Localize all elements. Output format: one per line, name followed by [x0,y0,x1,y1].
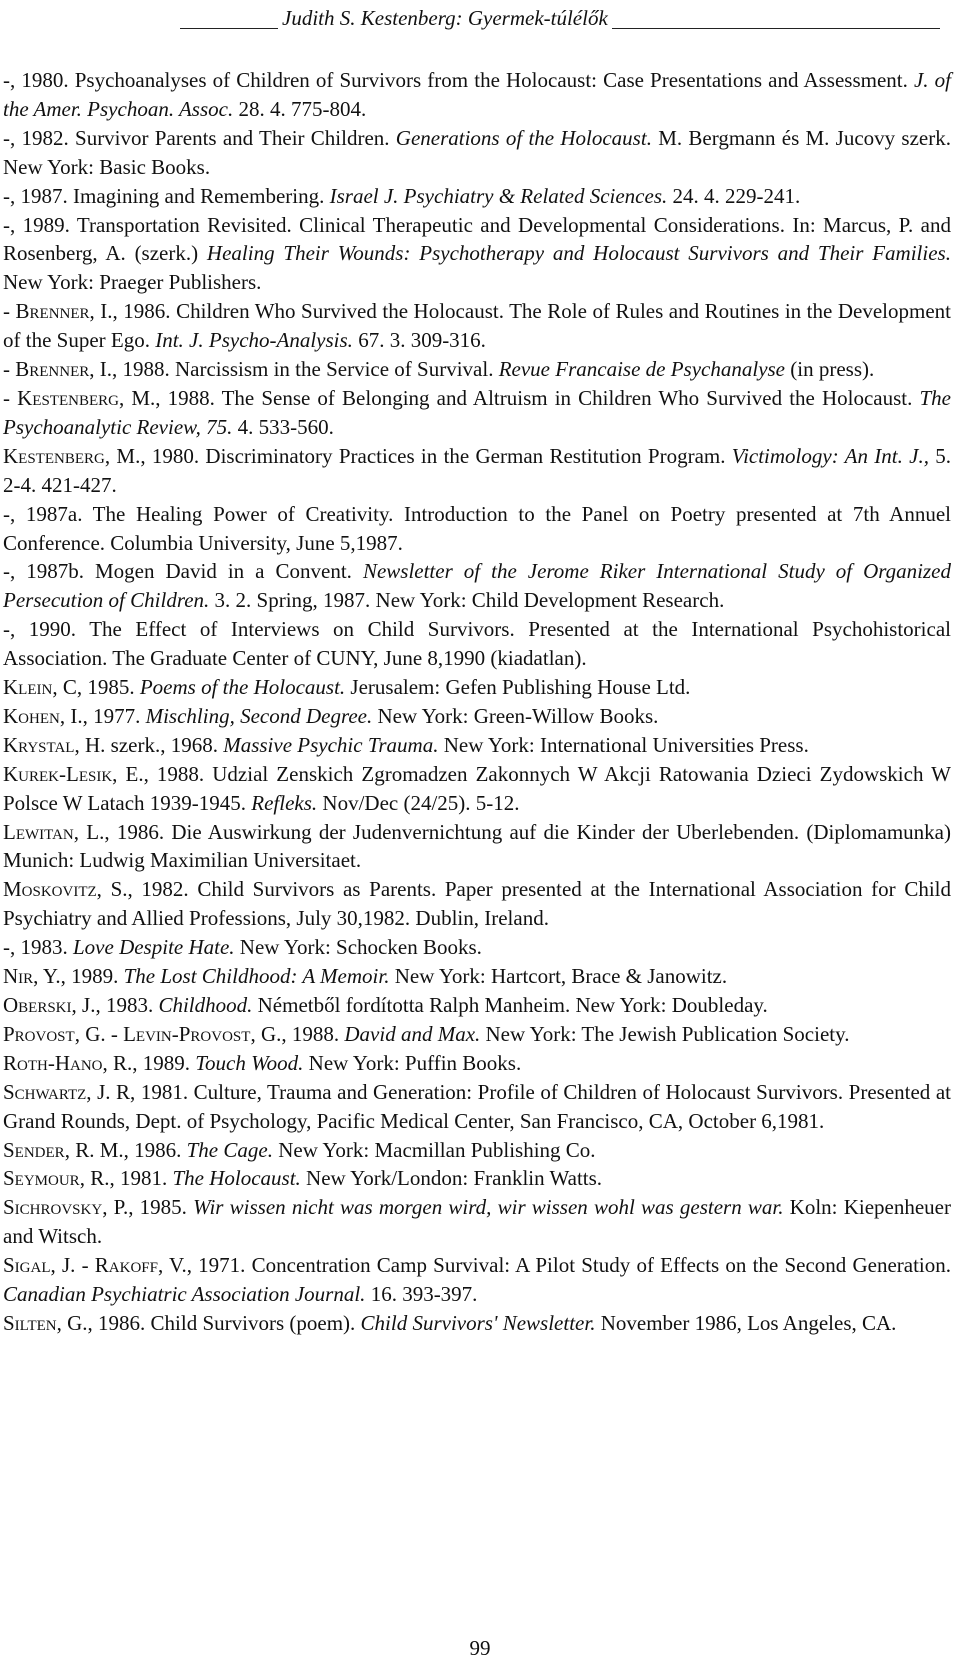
reference-text: , L., 1986. Die Auswirkung der Judenvernichtung auf die Kinder der Uberlebenden. (Diplomamunka) Munich: Ludwig Maximilian Universitaet. [3,819,951,873]
reference-text: -, 1990. The Effect of Interviews on Child Survivors. Presented at the International Psychohistorical Association. The Graduate Center of CUNY, June 8,1990 (kiadatlan). [3,617,951,671]
reference-entry [3,124,951,182]
reference-text: , M., 1980. Discriminatory Practices in the German Restitution Program. [104,443,732,468]
reference-text: New York: Macmillan Publishing Co. [272,1137,596,1162]
reference-text: , G., 1986. Child Survivors (poem). [56,1310,361,1335]
reference-text: , G. - [74,1021,124,1046]
reference-title: Victimology: An Int. J., [731,443,929,468]
reference-title: Israel J. Psychiatry & Related Sciences. [329,183,668,208]
reference-text: - [3,299,16,324]
reference-text: New York: Schocken Books. [234,935,482,960]
reference-title: Childhood. [158,993,253,1017]
reference-text: -, 1987b. Mogen David in a Convent. [3,559,363,584]
reference-text: - [3,357,16,382]
author-name: Sender [3,1137,65,1162]
reference-entry [3,66,951,124]
reference-entry [3,731,951,760]
reference-text: , I., 1977. [59,703,146,728]
reference-title: Massive Psychic Trauma. [223,732,439,757]
reference-text: , V., 1971. Concentration Camp Survival: A Pilot Study of Effects on the Second Generation. [157,1253,951,1278]
reference-title: Touch Wood. [195,1050,304,1075]
reference-title: Revue Francaise de Psychanalyse [498,357,786,382]
reference-entry [3,1049,951,1078]
reference-entry [3,818,951,876]
reference-text: , J., 1983. [71,993,159,1017]
reference-text: , E., 1988. Udzial Zenskich Zgromadzen Zakonnych W Akcji Ratowania Dzieci Zydowskich W Polsce W Latach 1939-1945. [3,761,951,815]
reference-text: -, 1983. [3,935,73,960]
author-name: Brenner [15,299,90,324]
author-name: Provost [3,1021,75,1046]
reference-text: -, 1987a. The Healing Power of Creativity. Introduction to the Panel on Poetry presented at 7th Annuel Conference. Columbia University, June 5,1987. [3,501,951,555]
reference-text: , R., 1989. [102,1050,196,1075]
reference-text: - [3,385,18,410]
reference-text: Jerusalem: Gefen Publishing House Ltd. [345,675,691,700]
reference-text: 24. 4. 229-241. [667,183,801,208]
reference-text: November 1986, Los Angeles, CA. [595,1310,897,1335]
reference-title: Healing Their Wounds: Psychotherapy and Holocaust Survivors and Their Families. [206,241,951,266]
reference-text: M. Bergmann és M. Jucovy szerk. New York: Basic Books. [3,125,951,179]
reference-text: Németből fordította Ralph Manheim. New York: Doubleday. [252,993,768,1017]
reference-title: Newsletter of the Jerome Riker International Study of Organized Persecution of Children. [3,559,952,613]
reference-text: New York: Hartcort, Brace & Janowitz. [389,964,728,989]
reference-title: Love Despite Hate. [73,935,235,960]
reference-text: New York: The Jewish Publication Society. [480,1021,850,1046]
reference-text: , C, 1985. [52,675,140,700]
reference-title: Wir wissen nicht was morgen wird, wir wissen wohl was gestern war. [193,1195,784,1220]
reference-entry [3,1193,951,1251]
reference-title: The Holocaust. [172,1166,301,1191]
reference-text: , R. M., 1986. [64,1137,187,1162]
reference-title: The Cage. [186,1137,273,1162]
author-name: Roth-Hano [3,1050,103,1075]
page-number: 99 [469,1636,491,1660]
reference-entry [3,933,951,962]
author-name: Silten [3,1310,57,1335]
reference-entry [3,962,951,991]
reference-text: -, 1987. Imagining and Remembering. [3,183,330,208]
reference-title: Mischling, Second Degree. [145,703,373,728]
reference-text: , R., 1981. [79,1166,173,1191]
reference-text: , I., 1988. Narcissism in the Service of Survival. [89,357,499,382]
reference-text: 5. 2-4. 421-427. [3,443,951,497]
reference-entry [3,875,951,933]
reference-text: , J. R, 1981. Culture, Trauma and Generation: Profile of Children of Holocaust Survivors. Presented at Grand Rounds, Dept. of Psychology, Pacific Medical Center, San Francisco, CA, October 6,1981. [3,1079,951,1133]
reference-entry [3,702,951,731]
reference-entry [3,760,951,818]
reference-entry [3,442,951,500]
reference-entry [3,211,951,298]
reference-title: Child Survivors' Newsletter. [360,1310,596,1335]
reference-text: 3. 2. Spring, 1987. New York: Child Development Research. [209,588,725,613]
reference-entry [3,1309,951,1338]
reference-entry [3,384,951,442]
author-name: Sichrovsky [3,1195,103,1220]
author-name: Moskovitz [3,877,97,902]
reference-entry [3,297,951,355]
reference-text: , J. - [50,1253,95,1278]
reference-text: -, 1989. Transportation Revisited. Clinical Therapeutic and Developmental Considerations. In: Marcus, P. and Rosenberg, A. (szerk.) [3,212,951,266]
author-name: Lewitan [3,819,74,844]
reference-text: New York/London: Franklin Watts. [300,1166,603,1191]
reference-text: New York: Puffin Books. [303,1050,522,1075]
reference-text: , I., 1986. Children Who Survived the Holocaust. The Role of Rules and Routines in the Development of the Super Ego. [3,299,951,353]
author-name: Kohen [3,703,60,728]
author-name: Kestenberg [3,443,105,468]
reference-title: The Psychoanalytic Review, 75. [3,385,951,439]
reference-entry [3,1078,951,1136]
author-name: Levin-Provost [123,1021,251,1046]
reference-title: J. of the Amer. Psychoan. Assoc. [3,68,952,121]
author-name: Kurek-Lesik [3,761,113,786]
reference-text: 67. 3. 309-316. [352,328,486,353]
reference-list [3,66,951,1338]
author-name: Seymour [3,1166,80,1191]
reference-title: Poems of the Holocaust. [139,675,346,700]
reference-entry [3,557,951,615]
author-name: Nir [3,964,34,989]
reference-text: 16. 393-397. [365,1282,478,1307]
reference-text: 4. 533-560. [232,414,334,439]
reference-entry [3,673,951,702]
running-header [0,4,960,34]
author-name: Brenner [15,357,90,382]
reference-text: 28. 4. 775-804. [233,96,367,121]
reference-text: , S., 1982. Child Survivors as Parents. Paper presented at the International Association for Child Psychiatry and Allied Professions, July 30,1982. Dublin, Ireland. [3,877,951,931]
author-name: Sigal [3,1253,51,1278]
reference-title: David and Max. [344,1021,481,1046]
reference-entry [3,615,951,673]
reference-text: , G., 1988. [250,1021,345,1046]
reference-title: The Lost Childhood: A Memoir. [123,964,390,989]
author-name: Rakoff [94,1253,158,1278]
reference-entry [3,355,951,384]
reference-entry [3,1251,951,1309]
reference-text: , P., 1985. [102,1195,194,1220]
reference-text: -, 1980. Psychoanalyses of Children of Survivors from the Holocaust: Case Presentations and Assessment. [3,68,914,92]
reference-text: New York: Green-Willow Books. [372,703,659,728]
reference-entry [3,991,951,1020]
author-name: Schwartz [3,1079,87,1104]
reference-entry [3,500,951,558]
reference-title: Canadian Psychiatric Association Journal. [3,1282,366,1307]
reference-text: Nov/Dec (24/25). 5-12. [317,790,520,815]
author-name: Krystal [3,732,75,757]
reference-title: Int. J. Psycho-Analysis. [155,328,353,353]
reference-entry [3,1136,951,1165]
reference-title: Generations of the Holocaust. [395,125,652,150]
reference-text: -, 1982. Survivor Parents and Their Children. [3,125,396,150]
reference-text: , M., 1988. The Sense of Belonging and Altruism in Children Who Survived the Holocaust. [118,385,920,410]
reference-text: Koln: Kiepenheuer and Witsch. [3,1195,951,1249]
reference-text: , H. szerk., 1968. [74,732,224,757]
reference-text: New York: International Universities Press. [438,732,809,757]
reference-text: , Y., 1989. [33,964,124,989]
reference-entry [3,182,951,211]
reference-entry [3,1164,951,1193]
reference-text: New York: Praeger Publishers. [3,270,262,295]
running-title: Judith S. Kestenberg: Gyermek-túlélők [278,6,612,30]
author-name: Kestenberg [17,385,119,410]
reference-entry [3,1020,951,1049]
author-name: Klein [3,675,53,700]
author-name: Oberski [3,993,72,1017]
reference-text: (in press). [785,357,875,382]
reference-title: Refleks. [251,790,318,815]
